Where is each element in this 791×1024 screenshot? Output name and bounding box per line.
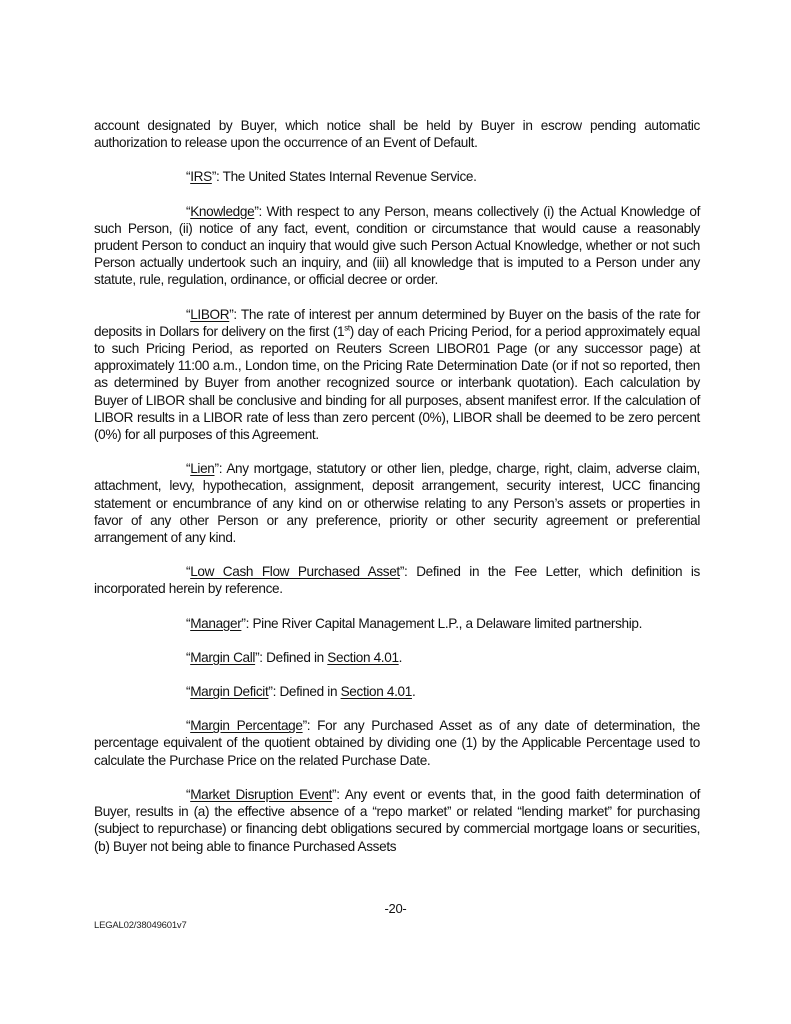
separator: : bbox=[258, 203, 267, 219]
definition-market-disruption-event bbox=[94, 786, 700, 855]
quote-close: ” bbox=[254, 203, 259, 219]
definition-body: For any Purchased Asset as of any date of determination, the percentage equivalent of the quotient obtained by dividing one (1) by the Applicable Percentage used to calculate the Purchase Price on the related Purchase Date. bbox=[94, 718, 700, 768]
period: . bbox=[411, 684, 416, 700]
quote-close: ” bbox=[241, 615, 246, 631]
defined-term: IRS bbox=[190, 169, 212, 185]
definition-body: Defined in the Fee Letter, which definition is incorporated herein by reference. bbox=[94, 564, 700, 597]
quote-open: “ bbox=[186, 684, 191, 700]
separator: : bbox=[306, 718, 318, 734]
quote-close: ” bbox=[211, 169, 216, 185]
quote-open: “ bbox=[186, 203, 191, 219]
definition-knowledge bbox=[94, 203, 700, 289]
quote-open: “ bbox=[186, 786, 191, 802]
page-number: -20- bbox=[384, 901, 407, 916]
separator: : bbox=[216, 169, 223, 185]
quote-open: “ bbox=[186, 461, 191, 477]
separator: : bbox=[336, 786, 345, 802]
separator: : bbox=[272, 684, 280, 700]
definition-body-cont: ) day of each Pricing Period, for a period approximately equal to such Pricing Period, as reported on Reuters Screen LIBOR01 Page (or any successor page) at approximately 11:00 a.m., London time, on the Pricing Rate Determination Date (or if not so reported, then as determined by Buyer from another recognized source or interbank quotation). Each calculation by Buyer of LIBOR shall be conclusive and binding for all purposes, absent manifest error. If the calculation of LIBOR results in a LIBOR rate of less than zero percent (0%), LIBOR shall be deemed to be zero percent (0%) for all purposes of this Agreement. bbox=[94, 323, 701, 443]
quote-close: ” bbox=[302, 718, 307, 734]
definition-body: Any event or events that, in the good faith determination of Buyer, results in (a) the effective absence of a “repo market” or related “lending market” for purchasing (subject to repurchase) or financing debt obligations secured by commercial mortgage loans or securities, (b) Buyer not being able to finance Purchased Assets bbox=[94, 786, 700, 854]
quote-close: ” bbox=[214, 461, 219, 477]
period: . bbox=[398, 649, 403, 665]
separator: : bbox=[218, 461, 227, 477]
document-id-footer: LEGAL02/38049601v7 bbox=[94, 920, 187, 931]
definition-body: Pine River Capital Management L.P., a Delaware limited partnership. bbox=[252, 615, 643, 631]
superscript: st bbox=[344, 323, 350, 333]
quote-open: “ bbox=[186, 306, 191, 322]
definition-margin-call bbox=[94, 649, 700, 666]
defined-term: Knowledge bbox=[190, 203, 255, 219]
definition-body: Defined in bbox=[266, 649, 328, 665]
separator: : bbox=[259, 649, 267, 665]
quote-close: ” bbox=[399, 564, 405, 580]
definition-manager bbox=[94, 615, 700, 632]
definition-margin-deficit bbox=[94, 683, 700, 700]
quote-close: ” bbox=[255, 649, 260, 665]
defined-term: Lien bbox=[190, 461, 215, 477]
defined-term: Margin Call bbox=[190, 649, 256, 665]
defined-term: Manager bbox=[190, 615, 242, 631]
definition-low-cash-flow-purchased-asset bbox=[94, 563, 700, 597]
quote-open: “ bbox=[186, 615, 191, 631]
separator: : bbox=[233, 306, 241, 322]
quote-close: ” bbox=[268, 684, 273, 700]
quote-close: ” bbox=[229, 306, 234, 322]
definition-body: Defined in bbox=[279, 684, 341, 700]
definition-body: The United States Internal Revenue Service. bbox=[222, 169, 477, 185]
quote-open: “ bbox=[186, 649, 191, 665]
defined-term: Margin Percentage bbox=[190, 718, 303, 734]
definition-body: With respect to any Person, means collectively (i) the Actual Knowledge of such Person, (ii) notice of any fact, event, condition or circumstance that would cause a reasonably prudent Person to conduct an inquiry that would give such Person Actual Knowledge, whether or not such Person actually undertook such an inquiry, and (iii) all knowledge that is imputed to a Person under any statute, rule, regulation, ordinance, or official decree or order. bbox=[94, 203, 700, 288]
defined-term: Margin Deficit bbox=[190, 684, 269, 700]
continuation-paragraph: account designated by Buyer, which notice shall be held by Buyer in escrow pending automatic authorization to release upon the occurrence of an Event of Default. bbox=[94, 118, 700, 151]
section-reference-link[interactable]: Section 4.01 bbox=[340, 684, 412, 700]
quote-close: ” bbox=[332, 786, 337, 802]
quote-open: “ bbox=[186, 564, 191, 580]
quote-open: “ bbox=[186, 169, 191, 185]
definition-libor bbox=[94, 306, 700, 444]
separator: : bbox=[245, 615, 253, 631]
separator: : bbox=[404, 564, 417, 580]
definition-irs bbox=[94, 168, 700, 185]
defined-term: Market Disruption Event bbox=[190, 786, 333, 802]
quote-open: “ bbox=[186, 718, 191, 734]
defined-term: LIBOR bbox=[190, 306, 230, 322]
document-page bbox=[94, 117, 700, 872]
definition-body: The rate of interest per annum determined by Buyer on the basis of the rate for deposits in Dollars for delivery on the first (1 bbox=[94, 306, 700, 339]
section-reference-link[interactable]: Section 4.01 bbox=[327, 649, 399, 665]
defined-term: Low Cash Flow Purchased Asset bbox=[190, 564, 400, 580]
definition-body: Any mortgage, statutory or other lien, pledge, charge, right, claim, adverse claim, attachment, levy, hypothecation, assignment, deposit arrangement, security interest, UCC financing statement or encumbrance of any kind on or otherwise relating to any Person’s assets or properties in favor of any other Person or any preference, priority or other security agreement or preferential arrangement of any kind. bbox=[94, 461, 700, 546]
definition-margin-percentage bbox=[94, 717, 700, 769]
definition-lien bbox=[94, 460, 700, 546]
